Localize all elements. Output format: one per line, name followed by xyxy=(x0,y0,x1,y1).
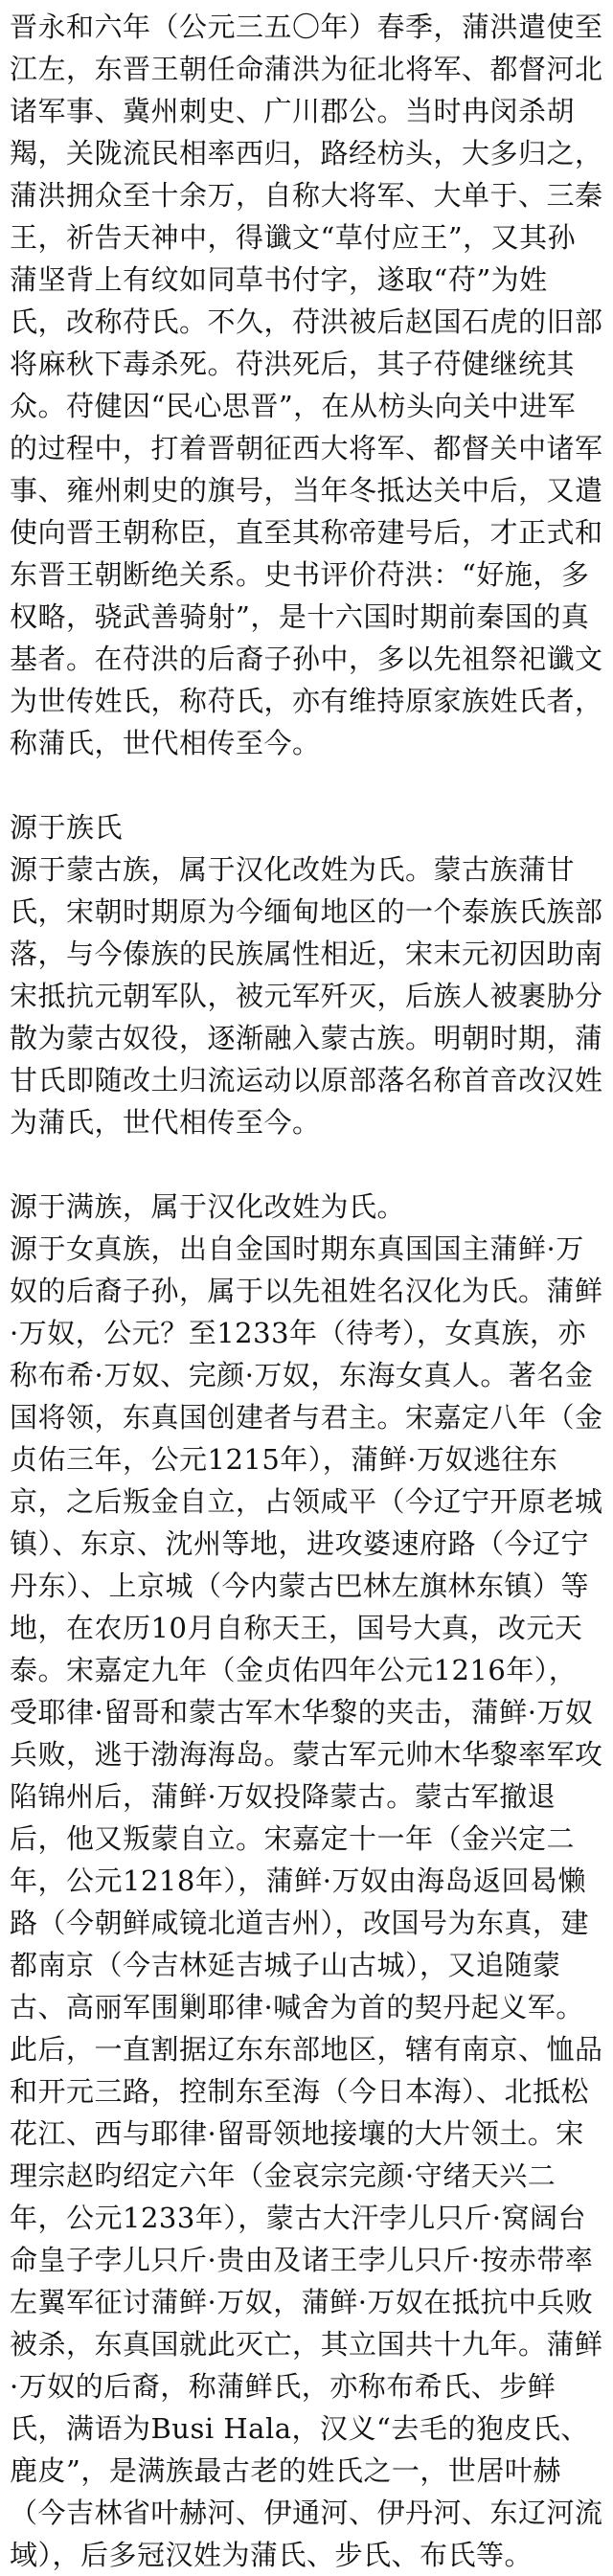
section-spacer xyxy=(10,764,603,806)
section-mongol-origin xyxy=(10,806,603,1143)
section-spacer xyxy=(10,1143,603,1186)
section-manchu-origin xyxy=(10,1186,603,2576)
section-heading-manchu: 源于满族，属于汉化改姓为氏。 xyxy=(10,1190,406,1223)
section-intro xyxy=(10,6,603,764)
mongol-origin-paragraph: 源于蒙古族，属于汉化改姓为氏。蒙古族蒲甘氏，宋朝时期原为今缅甸地区的一个泰族氏族部落，与今傣族的民族属性相近，宋末元初因助南宋抵抗元朝军队，被元军歼灭，后族人被裹胁分散为蒙古奴役，逐渐融入蒙古族。明朝时期，蒲甘氏即随改土归流运动以原部落名称首音改汉姓为蒲氏，世代相传至今。 xyxy=(10,853,603,1139)
section-heading-mongol: 源于族氏 xyxy=(10,811,124,844)
intro-paragraph: 晋永和六年（公元三五〇年）春季，蒲洪遣使至江左，东晋王朝任命蒲洪为征北将军、都督河北诸军事、冀州刺史、广川郡公。当时冉闵杀胡羯，关陇流民相率西归，路经枋头，大多归之，蒲洪拥众至十余万，自称大将军、大单于、三秦王，祈告天神中，得谶文“草付应王”，又其孙蒲坚背上有纹如同草书付字，遂取“苻”为姓氏，改称苻氏。不久，苻洪被后赵国石虎的旧部将麻秋下毒杀死。苻洪死后，其子苻健继统其众。苻健因“民心思晋”，在从枋头向关中进军的过程中，打着晋朝征西大将军、都督关中诸军事、雍州刺史的旗号，当年冬抵达关中后，又遣使向晋王朝称臣，直至其称帝建号后，才正式和东晋王朝断绝关系。史书评价苻洪：“好施，多权略，骁武善骑射”，是十六国时期前秦国的真基者。在苻洪的后裔子孙中，多以先祖祭祀谶文为世传姓氏，称苻氏，亦有维持原家族姓氏者，称蒲氏，世代相传至今。 xyxy=(10,11,603,759)
manchu-origin-paragraph: 源于女真族，出自金国时期东真国国主蒲鲜·万奴的后裔子孙，属于以先祖姓名汉化为氏。蒲鲜·万奴，公元？至1233年（待考），女真族，亦称布希·万奴、完颜·万奴，东海女真人。著名金国将领，东真国创建者与君主。宋嘉定八年（金贞佑三年，公元1215年），蒲鲜·万奴逃往东京，之后叛金自立，占领咸平（今辽宁开原老城镇）、东京、沈州等地，进攻婆速府路（今辽宁丹东）、上京城（今内蒙古巴林左旗林东镇）等地，在农历10月自称天王，国号大真，改元天泰。宋嘉定九年（金贞佑四年公元1216年），受耶律·留哥和蒙古军木华黎的夹击，蒲鲜·万奴兵败，逃于渤海海岛。蒙古军元帅木华黎率军攻陷锦州后，蒲鲜·万奴投降蒙古。蒙古军撤退后，他又叛蒙自立。宋嘉定十一年（金兴定二年，公元1218年），蒲鲜·万奴由海岛返回曷懒路（今朝鲜咸镜北道吉州），改国号为东真，建都南京（今吉林延吉城子山古城），又追随蒙古、高丽军围剿耶律·喊舍为首的契丹起义军。此后，一直割据辽东东部地区，辖有南京、恤品和开元三路，控制东至海（今日本海）、北抵松花江、西与耶律·留哥领地接壤的大片领土。宋理宗赵昀绍定六年（金哀宗完颜·守绪天兴二年，公元1233年），蒙古大汗孛儿只斤·窝阔台命皇子孛儿只斤·贵由及诸王孛儿只斤·按赤带率左翼军征讨蒲鲜·万奴，蒲鲜·万奴在抵抗中兵败被杀，东真国就此灭亡，其立国共十九年。蒲鲜·万奴的后裔，称蒲鲜氏，亦称布希氏、步鲜氏，满语为Busi Hala，汉义“去毛的狍皮氏、鹿皮”，是满族最古老的姓氏之一，世居叶赫（今吉林省叶赫河、伊通河、伊丹河、东辽河流域），后多冠汉姓为蒲氏、步氏、布氏等。 xyxy=(10,1232,603,2571)
